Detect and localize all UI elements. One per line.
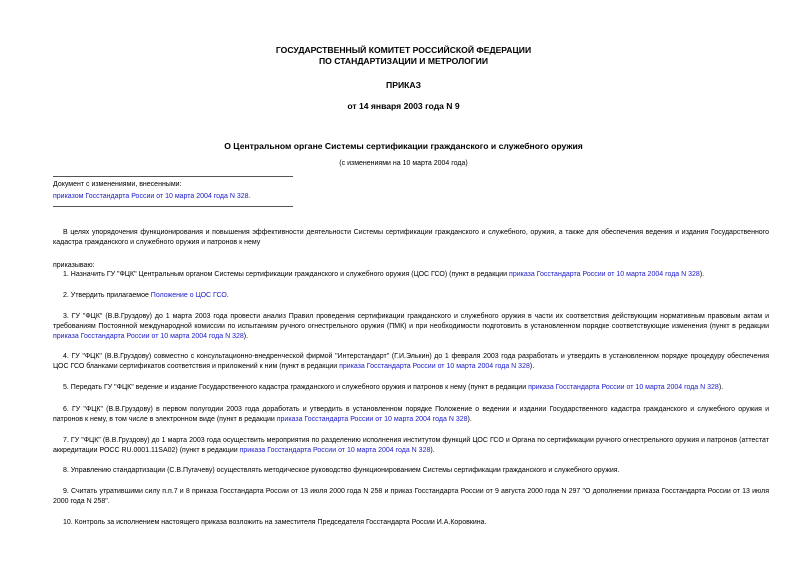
change-box-link[interactable]: приказом Госстандарта России от 10 марта 2004 года N 328.: [53, 193, 251, 200]
paragraph-1-link[interactable]: приказа Госстандарта России от 10 марта 2004 года N 328: [509, 271, 700, 278]
paragraph-6-link[interactable]: приказа Госстандарта России от 10 марта 2004 года N 328: [276, 416, 468, 423]
paragraph-2: 2. Утвердить прилагаемое Положение о ЦОС ГСО.: [63, 292, 229, 299]
paragraph-3-link[interactable]: приказа Госстандарта России от 10 марта 2004 года N 328: [53, 333, 244, 340]
paragraph-1: 1. Назначить ГУ "ФЦК" Центральным органом Системы сертификации гражданского и служебного оружия (ЦОС ГСО) (пункт в редакции приказа Госстандарта России от 10 марта 2004 года N 328).: [63, 271, 705, 278]
order-word: приказываю:: [53, 262, 95, 269]
paragraph-8: 8. Управлению стандартизации (С.В.Пугачеву) осуществлять методическое руководство функционированием Системы сертификации гражданского и служебного оружия.: [63, 467, 620, 474]
paragraph-7-link[interactable]: приказа Госстандарта России от 10 марта 2004 года N 328: [239, 447, 431, 454]
change-box-caption: Документ с изменениями, внесенными:: [53, 181, 182, 188]
paragraph-5-link[interactable]: приказа Госстандарта России от 10 марта 2004 года N 328: [528, 384, 719, 391]
amendment-note: (с изменениями на 10 марта 2004 года): [339, 160, 468, 167]
paragraph-2-link[interactable]: Положение о ЦОС ГСО: [150, 292, 227, 299]
paragraph-6: 6. ГУ "ФЦК" (В.В.Груздову) в первом полугодии 2003 года доработать и утвердить в установленном порядке Положение о ведении и издании Государственного кадастра гражданского и служебного оружия и патронов к нему, в том числе в электронном виде (пункт в редакции приказа Госстандарта России от 10 марта 2004 года N 328).: [53, 406, 769, 423]
paragraph-4-link[interactable]: приказа Госстандарта России от 10 марта 2004 года N 328: [339, 363, 530, 370]
paragraph-10: 10. Контроль за исполнением настоящего приказа возложить на заместителя Председателя Госстандарта России И.А.Коровкина.: [63, 519, 487, 526]
document-title: О Центральном органе Системы сертификации гражданского и служебного оружия: [224, 141, 583, 151]
intro-paragraph: В целях упорядочения функционирования и повышения эффективности деятельности Системы сертификации гражданского и служебного, оружия, а также для обеспечения ведения и издания Государственного кадастра гражданского и служебного оружия и патронов к нему: [53, 229, 769, 246]
org-name-line1: ГОСУДАРСТВЕННЫЙ КОМИТЕТ РОССИЙСКОЙ ФЕДЕРАЦИИ: [275, 45, 532, 55]
paragraph-4: 4. ГУ "ФЦК" (В.В.Груздову) совместно с консультационно-внедренческой фирмой "Интерстандарт" (Г.И.Элькин) до 1 февраля 2003 года разработать и утвердить в установленном порядке процедуру обеспечения ЦОС ГСО бланками сертификатов соответствия и приложений к ним (пункт в редакции приказа Госстандарта России от 10 марта 2004 года N 328).: [53, 353, 769, 370]
paragraph-9: 9. Считать утратившими силу п.п.7 и 8 приказа Госстандарта России от 13 июля 2000 года N 258 и приказ Госстандарта России от 9 августа 2000 года N 297 "О дополнении приказа Госстандарта России от 13 июля 2000 года N 258".: [53, 488, 769, 505]
paragraph-3: 3. ГУ "ФЦК" (В.В.Груздову) до 1 марта 2003 года провести анализ Правил проведения сертификации гражданского и служебного оружия в части их соответствия действующим нормативным правовым актам и требованиям Постоянной международной комиссии по испытаниям ручного огнестрельного оружия (ПМК) и при необходимости подготовить в установленном порядке соответствующие изменения (пункт в редакции приказа Госстандарта России от 10 марта 2004 года N 328).: [53, 313, 769, 340]
change-box-bottom-rule: [53, 206, 293, 207]
change-box-top-rule: [53, 176, 293, 177]
paragraph-5: 5. Передать ГУ "ФЦК" ведение и издание Государственного кадастра гражданского и служебного оружия и патронов к нему (пункт в редакции приказа Госстандарта России от 10 марта 2004 года N 328).: [63, 384, 724, 391]
document-date: от 14 января 2003 года N 9: [347, 101, 460, 111]
paragraph-7: 7. ГУ "ФЦК" (В.В.Груздову) до 1 марта 2003 года осуществить мероприятия по разделению исполнения институтом функций ЦОС ГСО и Органа по сертификации ручного огнестрельного оружия и патронов (аттестат аккредитации РОСС RU.0001.11SA02) (пункт в редакции приказа Госстандарта России от 10 марта 2004 года N 328).: [53, 437, 769, 454]
org-name-line2: ПО СТАНДАРТИЗАЦИИ И МЕТРОЛОГИИ: [318, 56, 489, 66]
document-type: ПРИКАЗ: [386, 80, 421, 90]
